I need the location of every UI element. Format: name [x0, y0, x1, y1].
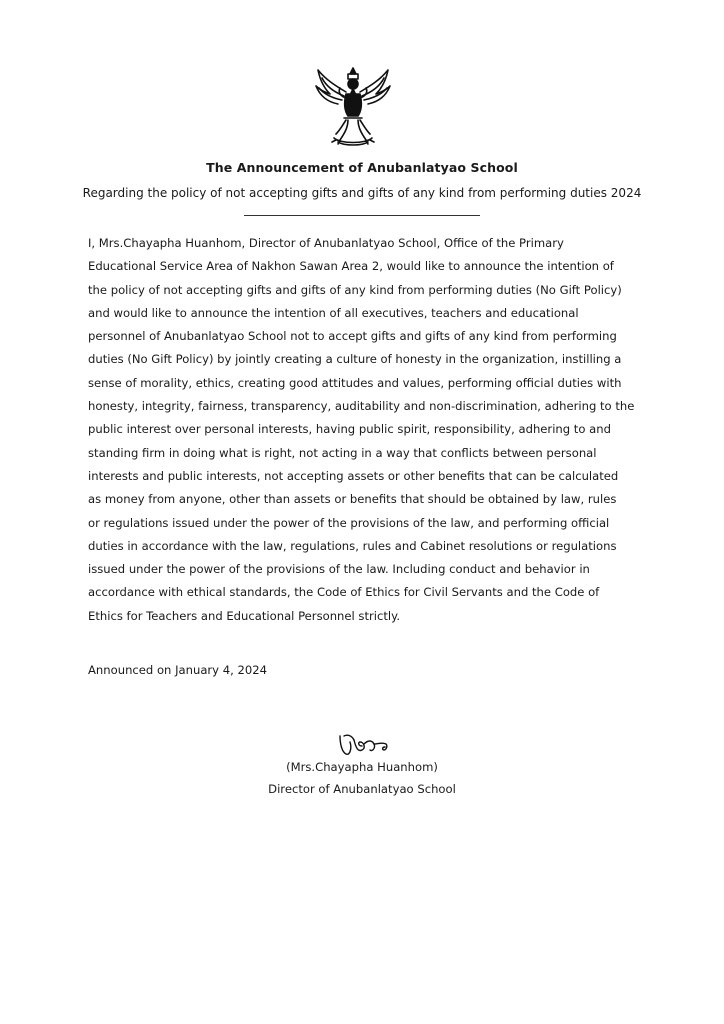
- body-line: issued under the power of the provisions of the law. Including conduct and behavior in: [88, 562, 590, 577]
- body-line: and would like to announce the intention of all executives, teachers and educational: [88, 305, 579, 320]
- body-line: the policy of not accepting gifts and gifts of any kind from performing duties (No Gift Policy): [88, 282, 622, 297]
- body-line: duties in accordance with the law, regulations, rules and Cabinet resolutions or regulations: [88, 538, 617, 553]
- page-subtitle: Regarding the policy of not accepting gifts and gifts of any kind from performing duties 2024: [82, 186, 642, 200]
- body-line: accordance with ethical standards, the Code of Ethics for Civil Servants and the Code of: [88, 585, 600, 600]
- body-line: duties (No Gift Policy) by jointly creating a culture of honesty in the organization, instilling a: [88, 352, 622, 367]
- body-line: standing firm in doing what is right, not acting in a way that conflicts between personal: [88, 445, 597, 460]
- body-line: sense of morality, ethics, creating good attitudes and values, performing official duties with: [88, 375, 622, 390]
- body-line: personnel of Anubanlatyao School not to accept gifts and gifts of any kind from performing: [88, 329, 617, 344]
- signatory-name: (Mrs.Chayapha Huanhom): [286, 760, 438, 774]
- divider: [244, 215, 480, 216]
- body-paragraph: [88, 232, 636, 628]
- garuda-emblem-icon: [310, 62, 396, 148]
- signatory-title: Director of Anubanlatyao School: [268, 782, 456, 796]
- body-line: as money from anyone, other than assets or benefits that should be obtained by law, rules: [88, 492, 617, 507]
- body-line: public interest over personal interests, having public spirit, responsibility, adhering to and: [88, 422, 611, 437]
- body-line: I, Mrs.Chayapha Huanhom, Director of Anubanlatyao School, Office of the Primary: [88, 236, 564, 250]
- body-line: or regulations issued under the power of the provisions of the law, and performing official: [88, 515, 610, 530]
- announcement-date: Announced on January 4, 2024: [88, 663, 267, 677]
- page-title: The Announcement of Anubanlatyao School: [206, 160, 518, 175]
- body-line: honesty, integrity, fairness, transparency, auditability and non-discrimination, adhering to the: [88, 399, 635, 414]
- body-line: interests and public interests, not accepting assets or other benefits that can be calculated: [88, 468, 619, 483]
- body-line: Educational Service Area of Nakhon Sawan Area 2, would like to announce the intention of: [88, 259, 614, 274]
- body-line: Ethics for Teachers and Educational Personnel strictly.: [88, 608, 401, 623]
